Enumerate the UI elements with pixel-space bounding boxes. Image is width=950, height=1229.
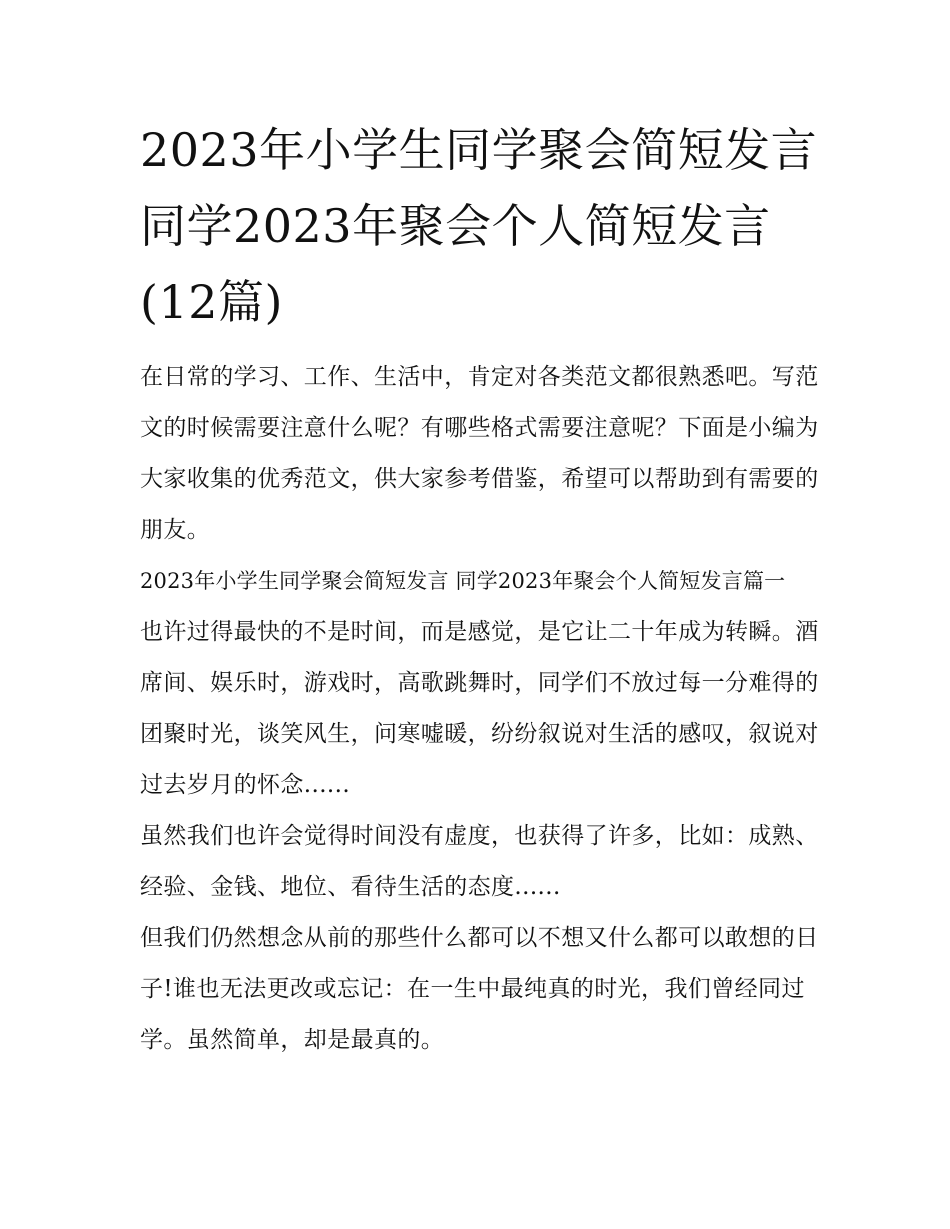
document-title: 2023年小学生同学聚会简短发言 同学2023年聚会个人简短发言(12篇) xyxy=(140,123,818,329)
body-paragraph-3: 但我们仍然想念从前的那些什么都可以不想又什么都可以敢想的日子!谁也无法更改或忘记：在一生中最纯真的时光，我们曾经同过学。虽然简单，却是最真的。 xyxy=(140,925,819,1053)
section-heading: 2023年小学生同学聚会简短发言 同学2023年聚会个人简短发言篇一 xyxy=(140,569,786,593)
body-paragraph-1: 也许过得最快的不是时间，而是感觉，是它让二十年成为转瞬。酒席间、娱乐时，游戏时，高歌跳舞时，同学们不放过每一分难得的团聚时光，谈笑风生，问寒嘘暖，纷纷叙说对生活的感叹，叙说对过去岁月的怀念...... xyxy=(140,619,819,798)
body-paragraph-2: 虽然我们也许会觉得时间没有虚度，也获得了许多，比如：成熟、经验、金钱、地位、看待生活的态度...... xyxy=(140,823,819,900)
intro-paragraph: 在日常的学习、工作、生活中，肯定对各类范文都很熟悉吧。写范文的时候需要注意什么呢？有哪些格式需要注意呢？下面是小编为大家收集的优秀范文，供大家参考借鉴，希望可以帮助到有需要的朋友。 xyxy=(140,364,819,543)
document-page xyxy=(140,112,820,1066)
